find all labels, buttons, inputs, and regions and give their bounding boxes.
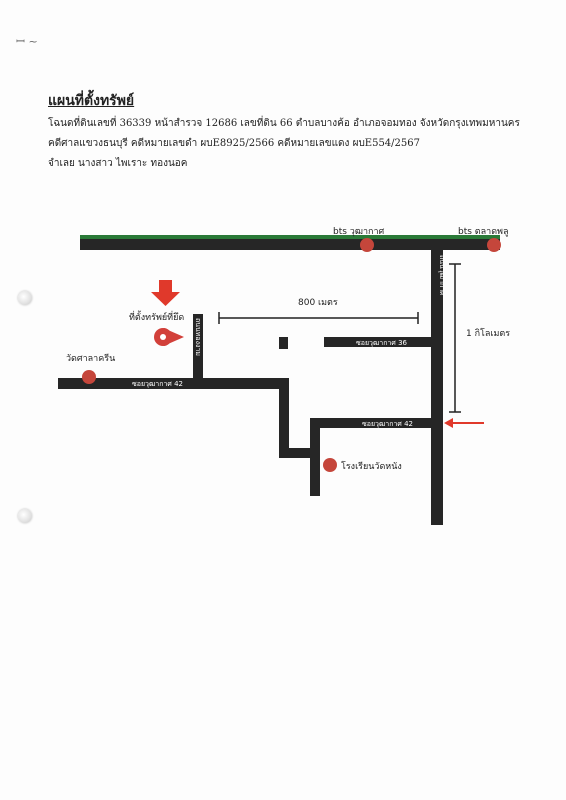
bts-talat-phlu-marker	[487, 238, 501, 252]
property-arrow-down-icon	[151, 280, 180, 306]
small-block	[279, 337, 288, 349]
school-label: โรงเรียนวัดหนัง	[341, 462, 402, 472]
soi-36-label: ซอยวุฒากาศ 36	[356, 339, 407, 347]
bts-wutthakat-marker	[360, 238, 374, 252]
document-heading: แผนที่ตั้งทรัพย์	[48, 93, 135, 109]
distance-1km-label: 1 กิโลเมตร	[466, 329, 511, 339]
soi-42-right-label: ซอยวุฒากาศ 42	[362, 420, 413, 428]
location-pin-icon	[154, 328, 184, 346]
connector-road-vertical	[279, 378, 289, 458]
defendant-info: จำเลย นางสาว ไพเราะ ทองนอค	[48, 158, 188, 169]
bts-talat-phlu-label: bts ตลาดพลู	[458, 227, 509, 237]
bts-rail-line	[80, 235, 500, 239]
wat-sala-krin-label: วัดศาลาครีน	[66, 354, 116, 364]
wat-sala-krin-marker	[82, 370, 96, 384]
soi-42-right-branch	[310, 418, 320, 496]
property-label: ที่ตั้งทรัพย์ที่ยึด	[129, 313, 185, 323]
soi-42-left-label: ซอยวุฒากาศ 42	[132, 380, 183, 388]
distance-800m-label: 800 เมตร	[298, 298, 338, 308]
title-deed-info: โฉนดที่ดินเลขที่ 36339 หน้าสำรวจ 12686 เลขที่ดิน 66 ตำบลบางค้อ อำเภอจอมทอง จังหวัดกรุงเทพมหานคร	[48, 118, 520, 129]
road-wutthakat-label: ถนนวุฒากาศ	[438, 255, 446, 296]
school-marker	[323, 458, 337, 472]
entrance-arrow-left-icon	[444, 418, 484, 428]
side-road-label: ถนนทองงาม	[194, 318, 202, 357]
court-case-info: คดีศาลแขวงธนบุรี คดีหมายเลขดำ ผบE8925/2566 คดีหมายเลขแดง ผบE554/2567	[48, 138, 420, 149]
pen-mark: ꟷ ~	[16, 35, 38, 48]
bts-wutthakat-label: bts วุฒากาศ	[333, 227, 385, 237]
